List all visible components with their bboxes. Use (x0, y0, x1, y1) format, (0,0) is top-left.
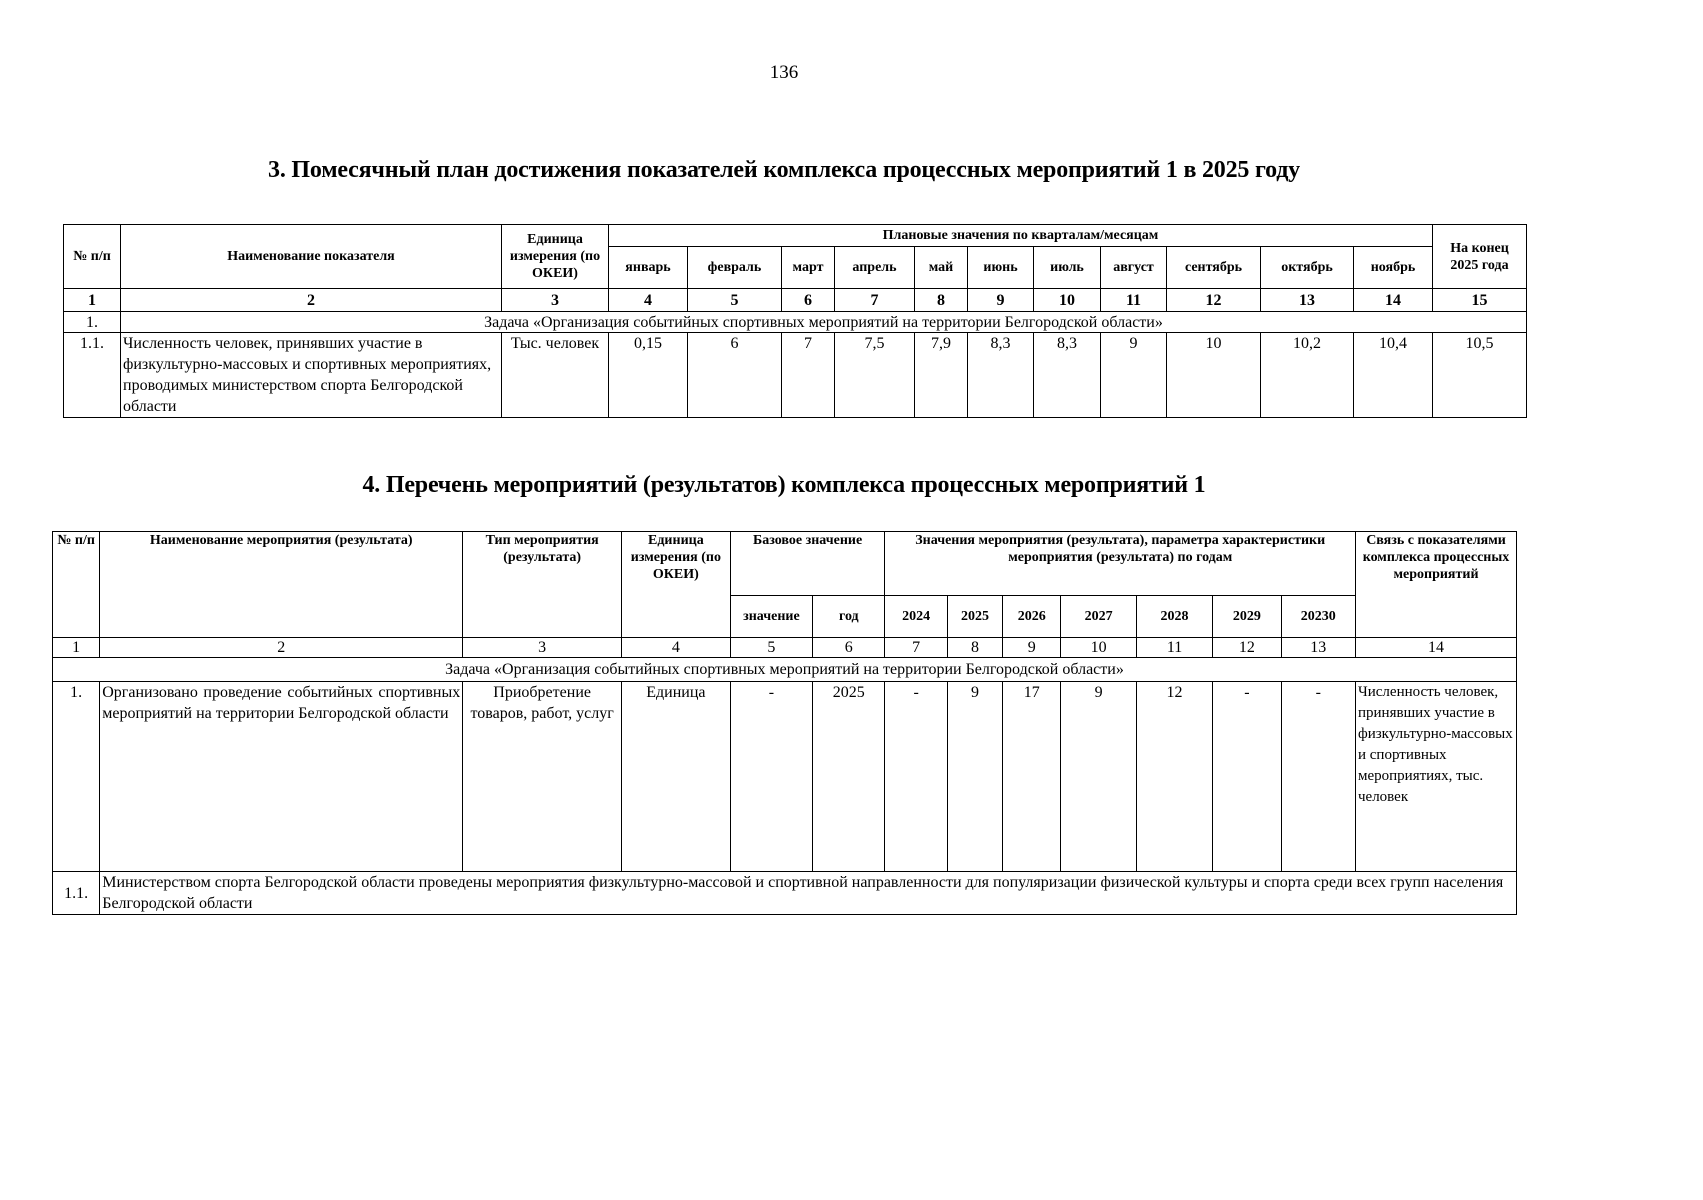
year-header: 2026 (1003, 596, 1061, 638)
column-number: 9 (968, 289, 1034, 312)
monthly-plan-table (63, 224, 1527, 418)
column-number: 1 (53, 638, 100, 658)
year-header: 2029 (1213, 596, 1281, 638)
base-year: 2025 (813, 682, 885, 872)
column-number: 14 (1354, 289, 1433, 312)
activity-unit: Единица (622, 682, 731, 872)
col-header-num: № п/п (53, 532, 100, 638)
column-number: 5 (688, 289, 782, 312)
year-header: 2028 (1136, 596, 1212, 638)
indicator-name: Численность человек, принявших участие в физкультурно-массовых и спортивных мероприятиях, проводимых министерством спорта Белгородской области (121, 333, 502, 418)
month-header: март (782, 247, 835, 289)
column-number: 12 (1213, 638, 1281, 658)
column-numbers-row (53, 638, 1517, 658)
base-value: - (730, 682, 812, 872)
col-header-values-group: Значения мероприятия (результата), параметра характеристики мероприятия (результата) по годам (885, 532, 1356, 596)
column-number: 6 (782, 289, 835, 312)
month-value: 10,2 (1261, 333, 1354, 418)
column-number: 7 (835, 289, 915, 312)
column-number: 3 (463, 638, 622, 658)
month-header: июнь (968, 247, 1034, 289)
column-number: 12 (1167, 289, 1261, 312)
month-value: 9 (1101, 333, 1167, 418)
year-value: - (1213, 682, 1281, 872)
col-header-unit: Единица измерения (по ОКЕИ) (622, 532, 731, 638)
column-number: 13 (1281, 638, 1355, 658)
year-header: 2025 (947, 596, 1002, 638)
column-number: 14 (1356, 638, 1517, 658)
task-text: Задача «Организация событийных спортивных мероприятий на территории Белгородской области» (53, 658, 1517, 682)
col-header-num: № п/п (64, 225, 121, 289)
month-header: август (1101, 247, 1167, 289)
activities-table (52, 531, 1517, 915)
column-number: 3 (502, 289, 609, 312)
col-header-unit: Единица измерения (по ОКЕИ) (502, 225, 609, 289)
month-header: июль (1034, 247, 1101, 289)
col-header-base-year: год (813, 596, 885, 638)
sub-activity-text: Министерством спорта Белгородской области проведены мероприятия физкультурно-массовой и спортивной направленности для популяризации физической культуры и спорта среди всех групп населения Белгородской области (100, 872, 1517, 915)
column-number: 7 (885, 638, 947, 658)
column-number: 8 (947, 638, 1002, 658)
column-number: 15 (1433, 289, 1527, 312)
column-number: 11 (1136, 638, 1212, 658)
year-header: 2027 (1061, 596, 1136, 638)
activity-row (53, 682, 1517, 872)
sub-row-number: 1.1. (53, 872, 100, 915)
column-number: 4 (622, 638, 731, 658)
task-row (64, 312, 1527, 333)
column-number: 4 (609, 289, 688, 312)
month-value: 10 (1167, 333, 1261, 418)
column-number: 2 (100, 638, 463, 658)
year-value: - (885, 682, 947, 872)
year-header: 2024 (885, 596, 947, 638)
month-value: 8,3 (1034, 333, 1101, 418)
month-value: 7 (782, 333, 835, 418)
month-value: 7,9 (915, 333, 968, 418)
month-value: 10,4 (1354, 333, 1433, 418)
year-value: 9 (947, 682, 1002, 872)
column-number: 5 (730, 638, 812, 658)
row-number: 1. (53, 682, 100, 872)
task-row (53, 658, 1517, 682)
month-header: сентябрь (1167, 247, 1261, 289)
col-header-year-end: На конец 2025 года (1433, 225, 1527, 289)
month-header: октябрь (1261, 247, 1354, 289)
month-header: январь (609, 247, 688, 289)
col-header-indicator-name: Наименование показателя (121, 225, 502, 289)
month-value: 8,3 (968, 333, 1034, 418)
column-number: 11 (1101, 289, 1167, 312)
month-value: 7,5 (835, 333, 915, 418)
page-number: 136 (769, 62, 799, 83)
sub-activity-row (53, 872, 1517, 915)
activity-type: Приобретение товаров, работ, услуг (463, 682, 622, 872)
column-number: 2 (121, 289, 502, 312)
task-text: Задача «Организация событийных спортивных мероприятий на территории Белгородской области» (121, 312, 1527, 333)
col-header-base: Базовое значение (730, 532, 885, 596)
column-number: 9 (1003, 638, 1061, 658)
column-number: 10 (1034, 289, 1101, 312)
task-number: 1. (64, 312, 121, 333)
year-header: 20230 (1281, 596, 1355, 638)
col-header-activity-name: Наименование мероприятия (результата) (100, 532, 463, 638)
year-value: 9 (1061, 682, 1136, 872)
col-header-link: Связь с показателями комплекса процессных мероприятий (1356, 532, 1517, 638)
month-header: апрель (835, 247, 915, 289)
row-number: 1.1. (64, 333, 121, 418)
indicator-unit: Тыс. человек (502, 333, 609, 418)
col-header-plan-group: Плановые значения по кварталам/месяцам (609, 225, 1433, 247)
year-value: 17 (1003, 682, 1061, 872)
year-value: - (1281, 682, 1355, 872)
column-number: 8 (915, 289, 968, 312)
month-value: 0,15 (609, 333, 688, 418)
month-header: май (915, 247, 968, 289)
column-number: 10 (1061, 638, 1136, 658)
column-numbers-row (64, 289, 1527, 312)
month-value: 6 (688, 333, 782, 418)
section-4-title: 4. Перечень мероприятий (результатов) комплекса процессных мероприятий 1 (362, 472, 1206, 498)
column-number: 13 (1261, 289, 1354, 312)
indicator-row (64, 333, 1527, 418)
col-header-activity-type: Тип мероприятия (результата) (463, 532, 622, 638)
month-header: ноябрь (1354, 247, 1433, 289)
section-3-title: 3. Помесячный план достижения показателей комплекса процессных мероприятий 1 в 2025 году (268, 157, 1300, 183)
year-value: 12 (1136, 682, 1212, 872)
col-header-base-value: значение (730, 596, 812, 638)
year-end-value: 10,5 (1433, 333, 1527, 418)
month-header: февраль (688, 247, 782, 289)
column-number: 1 (64, 289, 121, 312)
linked-indicator: Численность человек, принявших участие в физкультурно-массовых и спортивных мероприятиях, тыс. человек (1356, 682, 1517, 872)
activity-name: Организовано проведение событийных спортивных мероприятий на территории Белгородской области (100, 682, 463, 872)
column-number: 6 (813, 638, 885, 658)
